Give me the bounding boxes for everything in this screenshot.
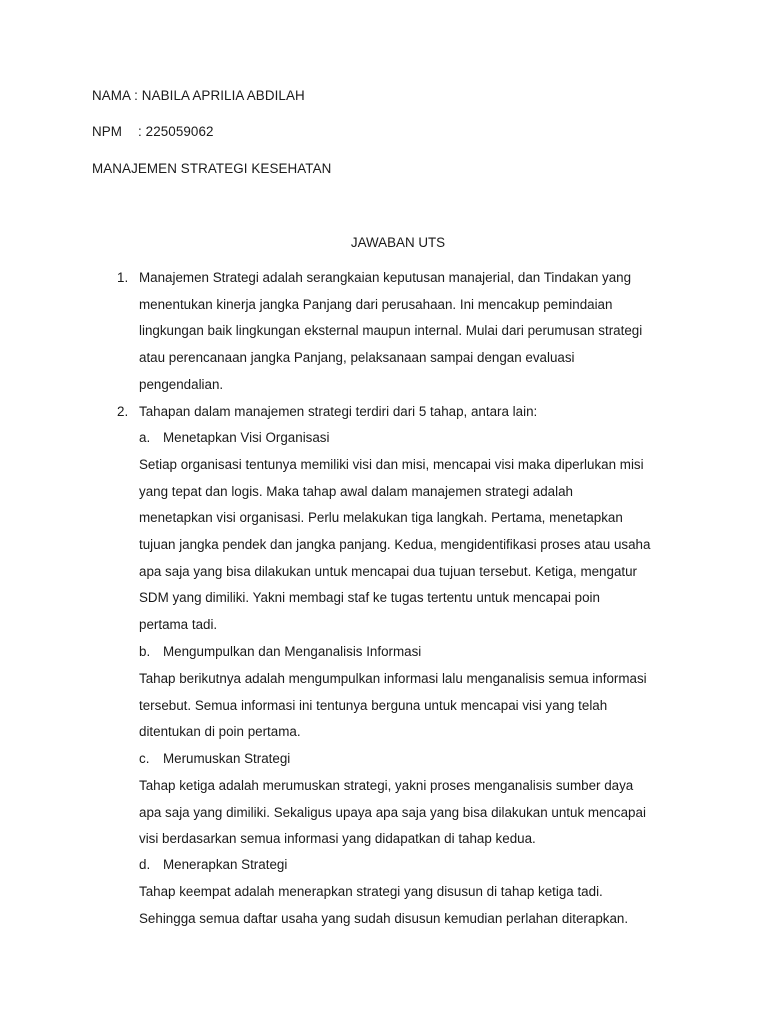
paragraph-line: pertama tadi. (139, 617, 218, 633)
paragraph-line: tersebut. Semua informasi ini tentunya berguna untuk mencapai visi yang telah (139, 697, 608, 713)
paragraph-line: Tahap berikutnya adalah mengumpulkan informasi lalu menganalisis semua informasi (139, 671, 647, 686)
step-b-text (139, 666, 699, 746)
paragraph-line: Sehingga semua daftar usaha yang sudah disusun kemudian perlahan diterapkan. (139, 910, 629, 926)
paragraph-line: Tahap keempat adalah menerapkan strategi yang disusun di tahap ketiga tadi. (139, 884, 603, 899)
step-letter: a. (139, 430, 151, 445)
page-title: JAWABAN UTS (350, 235, 446, 250)
paragraph-line: ditentukan di poin pertama. (139, 724, 301, 740)
paragraph-line: Setiap organisasi tentunya memiliki visi dan misi, mencapai visi maka diperlukan misi (139, 457, 644, 472)
step-d-text (139, 879, 699, 932)
step-letter: d. (139, 857, 151, 872)
paragraph-line: menentukan kinerja jangka Panjang dari perusahaan. Ini mencakup pemindaian (139, 296, 613, 312)
paragraph-line: pengendalian. (139, 376, 224, 392)
step-letter: c. (139, 751, 150, 766)
step-c-heading (139, 751, 290, 766)
student-name: NAMA : NABILA APRILIA ABDILAH (92, 88, 305, 103)
answer-1-number: 1. (117, 270, 129, 285)
paragraph-line: tujuan jangka pendek dan jangka panjang. Kedua, mengidentifikasi proses atau usaha (139, 537, 651, 553)
paragraph-line: yang tepat dan logis. Maka tahap awal dalam manajemen strategi adalah (139, 483, 573, 499)
step-letter: b. (139, 644, 151, 659)
step-b-heading (139, 644, 421, 659)
step-d-heading (139, 857, 287, 872)
npm-value: : 225059062 (138, 124, 214, 139)
paragraph-line: lingkungan baik lingkungan eksternal maupun internal. Mulai dari perumusan strategi (139, 323, 643, 339)
step-c-text (139, 773, 699, 853)
paragraph-line: menetapkan visi organisasi. Perlu melakukan tiga langkah. Pertama, menetapkan (139, 510, 623, 526)
paragraph-line: visi berdasarkan semua informasi yang didapatkan di tahap kedua. (139, 831, 536, 847)
step-title: Mengumpulkan dan Menganalisis Informasi (163, 644, 422, 659)
paragraph-line: Tahap ketiga adalah merumuskan strategi, yakni proses menganalisis sumber daya (139, 778, 634, 793)
paragraph-line: atau perencanaan jangka Panjang, pelaksanaan sampai dengan evaluasi (139, 350, 575, 366)
answer-1-text (139, 265, 699, 398)
step-title: Menetapkan Visi Organisasi (163, 430, 330, 445)
paragraph-line: apa saja yang bisa dilakukan untuk mencapai dua tujuan tersebut. Ketiga, mengatur (139, 563, 638, 579)
step-title: Merumuskan Strategi (163, 751, 291, 766)
answer-2-number: 2. (117, 404, 129, 419)
paragraph-line: SDM yang dimiliki. Yakni membagi staf ke tugas tertentu untuk mencapai poin (139, 590, 600, 606)
npm-label: NPM (92, 124, 123, 139)
step-a-heading (139, 430, 329, 445)
paragraph-line: Manajemen Strategi adalah serangkaian keputusan manajerial, dan Tindakan yang (139, 270, 632, 285)
course-name: MANAJEMEN STRATEGI KESEHATAN (92, 161, 332, 176)
answer-2-intro: Tahapan dalam manajemen strategi terdiri dari 5 tahap, antara lain: (139, 404, 538, 419)
student-npm (92, 124, 214, 139)
step-title: Menerapkan Strategi (163, 857, 288, 872)
paragraph-line: apa saja yang dimiliki. Sekaligus upaya apa saja yang bisa dilakukan untuk mencapai (139, 804, 646, 820)
step-a-text (139, 452, 699, 639)
